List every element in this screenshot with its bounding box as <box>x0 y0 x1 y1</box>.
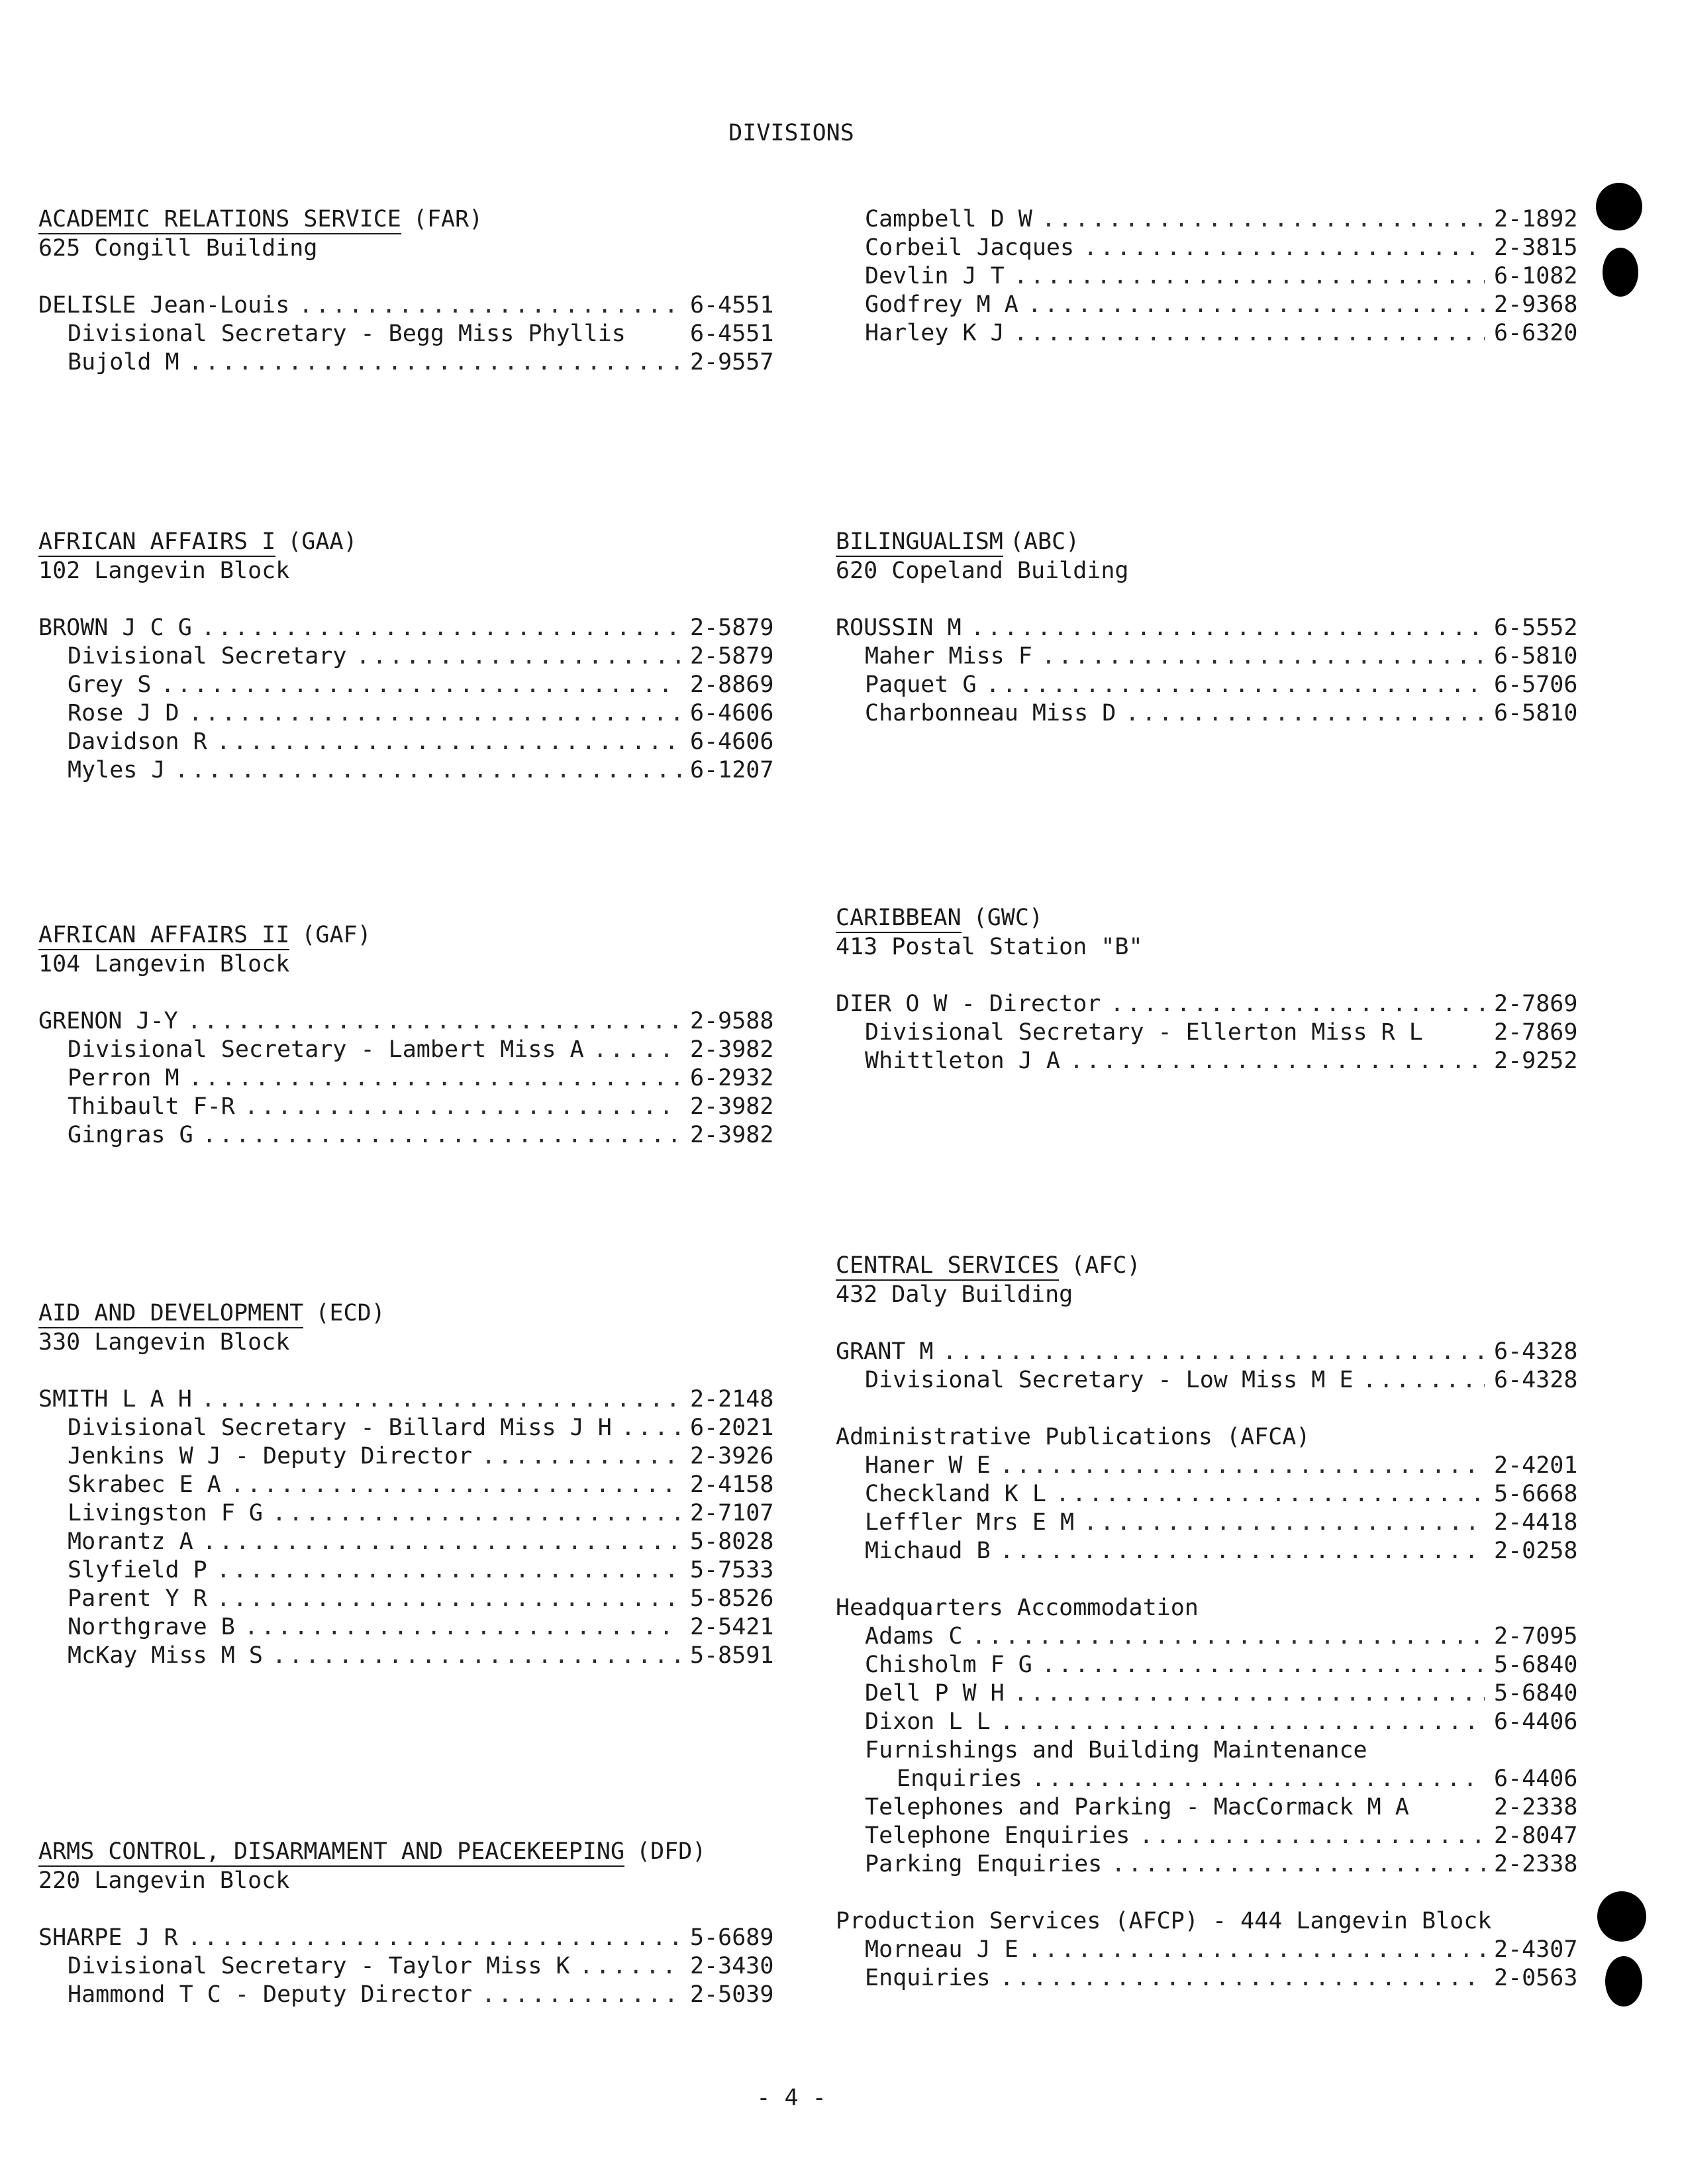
entry-name: Godfrey M A <box>865 291 1018 318</box>
entry-phone: 6-2021 <box>690 1415 774 1441</box>
entry-name: Divisional Secretary - Low Miss M E <box>865 1367 1354 1393</box>
division-name: AID AND DEVELOPMENT <box>38 1300 304 1326</box>
continued-entries <box>836 205 1584 348</box>
division-name: ARMS CONTROL, DISARMAMENT AND PEACEKEEPING <box>38 1838 625 1865</box>
entry-phone: 2-2338 <box>1494 1851 1578 1877</box>
entry-phone: 6-5706 <box>1494 671 1578 698</box>
division-section <box>38 1299 780 1670</box>
entry-phone: 6-4406 <box>1494 1709 1578 1735</box>
entry-phone: 2-3815 <box>1494 234 1578 261</box>
entry-name: Leffler Mrs E M <box>865 1509 1075 1536</box>
entry-name: Whittleton J A <box>865 1048 1061 1074</box>
entry-phone: 6-2932 <box>690 1065 774 1091</box>
entry-phone: 6-1207 <box>690 757 774 783</box>
entry-name: McKay Miss M S <box>68 1642 264 1669</box>
entry-name: Livingston F G <box>68 1500 264 1526</box>
subsection-line: Furnishings and Building Maintenance <box>865 1737 1367 1763</box>
division-section <box>38 1838 780 2009</box>
entry-name: Dixon L L <box>865 1709 991 1735</box>
division-section <box>38 921 780 1150</box>
division-heading <box>38 921 289 950</box>
entry-phone: 2-9588 <box>690 1008 774 1034</box>
division-code: (FAR) <box>413 206 483 232</box>
directory-row <box>836 990 1584 1018</box>
division-name: ACADEMIC RELATIONS SERVICE <box>38 206 401 232</box>
entry-phone: 6-6320 <box>1494 320 1578 346</box>
division-code: (GWC) <box>973 905 1044 931</box>
division-location: 432 Daly Building <box>836 1281 1073 1308</box>
division-section <box>38 528 780 785</box>
directory-row <box>836 1850 1584 1879</box>
directory-row <box>836 1822 1584 1850</box>
entry-name: Enquiries <box>865 1965 991 1991</box>
entry-phone: 5-6840 <box>1494 1652 1578 1678</box>
entry-name: Paquet G <box>865 671 977 698</box>
division-section <box>836 528 1584 728</box>
directory-row <box>836 205 1584 234</box>
page-number: - 4 - <box>756 2085 826 2111</box>
division-heading <box>836 528 1003 557</box>
entry-phone: 2-7869 <box>1494 1019 1578 1046</box>
directory-row <box>38 1499 780 1528</box>
division-name: AFRICAN AFFAIRS II <box>38 922 290 948</box>
entry-name: Divisional Secretary - Lambert Miss A <box>68 1036 584 1063</box>
entry-name: DIER O W - Director <box>836 991 1101 1017</box>
entry-name: Adams C <box>865 1623 963 1650</box>
directory-row <box>836 1480 1584 1509</box>
entry-name: Chisholm F G <box>865 1652 1032 1678</box>
division-name: CARIBBEAN <box>836 905 962 931</box>
entry-name: Slyfield P <box>68 1557 207 1583</box>
entry-name: Parking Enquiries <box>865 1851 1103 1877</box>
entry-phone: 5-6668 <box>1494 1481 1578 1507</box>
directory-row <box>38 1924 780 1952</box>
directory-row <box>836 1047 1584 1075</box>
directory-row <box>38 320 780 348</box>
directory-row <box>38 1981 780 2009</box>
entry-phone: 2-2148 <box>690 1386 774 1413</box>
directory-row <box>38 1064 780 1093</box>
central-services-section <box>836 1252 1584 1993</box>
entry-phone: 6-1082 <box>1494 263 1578 289</box>
entry-phone: 2-3430 <box>690 1953 774 1979</box>
entry-phone: 2-8047 <box>1494 1822 1578 1849</box>
entry-name: Harley K J <box>865 320 1005 346</box>
directory-row <box>38 1613 780 1642</box>
directory-row <box>38 1642 780 1670</box>
entry-name: Parent Y R <box>68 1585 207 1612</box>
entry-phone: 2-9368 <box>1494 291 1578 318</box>
entry-name: Divisional Secretary - Billard Miss J H <box>68 1415 612 1441</box>
entry-phone: 2-4418 <box>1494 1509 1578 1536</box>
entry-name: Telephones and Parking - MacCormack M A <box>865 1794 1409 1820</box>
entry-name: Rose J D <box>68 700 179 726</box>
entry-name: Davidson R <box>68 728 207 755</box>
directory-row <box>836 699 1584 728</box>
entry-name: Skrabec E A <box>68 1471 221 1498</box>
entry-phone: 2-7107 <box>690 1500 774 1526</box>
division-code: (ECD) <box>315 1300 385 1326</box>
entry-phone: 2-3926 <box>690 1443 774 1469</box>
division-heading <box>38 205 401 234</box>
division-location: 620 Copeland Building <box>836 558 1129 584</box>
entry-name: Gingras G <box>68 1122 193 1148</box>
directory-row <box>836 642 1584 671</box>
directory-row <box>38 1414 780 1442</box>
entry-phone: 2-0258 <box>1494 1538 1578 1564</box>
entry-name: Morneau J E <box>865 1936 1018 1963</box>
division-heading <box>38 528 275 557</box>
entry-name: SMITH L A H <box>38 1386 192 1413</box>
division-heading <box>38 1838 624 1867</box>
entry-name: GRANT M <box>836 1338 934 1365</box>
entry-name: SHARPE J R <box>38 1924 178 1951</box>
entry-name: Charbonneau Miss D <box>865 700 1116 726</box>
subsection-title: Production Services (AFCP) - 444 Langevin Block <box>836 1908 1492 1934</box>
division-location: 104 Langevin Block <box>38 951 290 977</box>
entry-name: Morantz A <box>68 1528 193 1555</box>
directory-row <box>836 1793 1584 1822</box>
directory-row <box>38 1585 780 1613</box>
entry-phone: 6-4551 <box>690 321 774 347</box>
directory-row <box>38 671 780 699</box>
directory-row <box>836 1338 1584 1366</box>
entry-phone: 5-6840 <box>1494 1680 1578 1707</box>
division-heading <box>836 1252 1059 1281</box>
entry-phone: 2-4158 <box>690 1471 774 1498</box>
entry-phone: 2-8869 <box>690 671 774 698</box>
division-code: (AFC) <box>1071 1252 1141 1279</box>
entry-name: Hammond T C - Deputy Director <box>68 1981 473 2008</box>
entry-phone: 2-5421 <box>690 1614 774 1640</box>
entry-phone: 6-4551 <box>690 292 774 319</box>
directory-row <box>38 291 780 320</box>
directory-row <box>38 1036 780 1064</box>
entry-phone: 6-5810 <box>1494 643 1578 670</box>
entry-name: Checkland K L <box>865 1481 1046 1507</box>
punch-hole <box>1596 183 1642 230</box>
entry-name: Dell P W H <box>865 1680 1005 1707</box>
division-heading <box>38 1299 303 1328</box>
directory-row <box>38 1385 780 1414</box>
division-name: BILINGUALISM <box>836 528 1003 555</box>
entry-name: Grey S <box>68 671 152 698</box>
entry-phone: 2-9557 <box>690 349 774 375</box>
entry-name: Campbell D W <box>865 206 1032 232</box>
division-section <box>38 205 780 377</box>
entry-phone: 5-8526 <box>690 1585 774 1612</box>
punch-hole <box>1597 1891 1646 1942</box>
entry-name: Enquiries <box>897 1765 1022 1792</box>
directory-row <box>836 1708 1584 1736</box>
entry-name: Divisional Secretary <box>68 643 347 670</box>
entry-name: Northgrave B <box>68 1614 235 1640</box>
entry-name: Divisional Secretary - Taylor Miss K <box>68 1953 570 1979</box>
directory-row <box>836 1964 1584 1993</box>
entry-phone: 6-4606 <box>690 700 774 726</box>
directory-row <box>836 1018 1584 1047</box>
directory-row <box>836 1679 1584 1708</box>
entry-phone: 6-4328 <box>1494 1367 1578 1393</box>
entry-phone: 2-5879 <box>690 643 774 670</box>
division-code: (DFD) <box>636 1838 707 1865</box>
directory-row <box>38 756 780 785</box>
directory-row <box>836 1622 1584 1651</box>
entry-name: ROUSSIN M <box>836 615 962 641</box>
entry-name: DELISLE Jean-Louis <box>38 292 290 319</box>
entry-phone: 5-7533 <box>690 1557 774 1583</box>
directory-row <box>836 1537 1584 1565</box>
directory-row <box>38 1471 780 1499</box>
entry-phone: 2-3982 <box>690 1036 774 1063</box>
entry-phone: 2-9252 <box>1494 1048 1578 1074</box>
entry-name: Devlin J T <box>865 263 1005 289</box>
directory-row <box>836 1765 1584 1793</box>
directory-row <box>38 699 780 728</box>
directory-row <box>836 1651 1584 1679</box>
entry-phone: 2-1892 <box>1494 206 1578 232</box>
division-code: (GAF) <box>301 922 371 948</box>
division-location: 102 Langevin Block <box>38 558 290 584</box>
entry-phone: 6-4606 <box>690 728 774 755</box>
directory-row <box>38 1093 780 1121</box>
directory-row <box>836 234 1584 262</box>
directory-row <box>836 319 1584 348</box>
entry-phone: 5-8028 <box>690 1528 774 1555</box>
directory-row <box>38 614 780 642</box>
entry-phone: 2-5879 <box>690 615 774 641</box>
entry-phone: 2-2338 <box>1494 1794 1578 1820</box>
entry-phone: 6-4406 <box>1494 1765 1578 1792</box>
entry-phone: 2-0563 <box>1494 1965 1578 1991</box>
directory-row <box>836 1452 1584 1480</box>
entry-phone: 6-5552 <box>1494 615 1578 641</box>
entry-phone: 2-5039 <box>690 1981 774 2008</box>
directory-row <box>38 1528 780 1556</box>
directory-row <box>38 642 780 671</box>
division-name: AFRICAN AFFAIRS I <box>38 528 276 555</box>
entry-name: Divisional Secretary - Begg Miss Phyllis <box>68 321 626 347</box>
directory-row <box>836 1366 1584 1395</box>
division-code: (ABC) <box>1009 528 1080 555</box>
directory-row <box>38 1007 780 1036</box>
directory-row <box>38 1442 780 1471</box>
entry-phone: 2-7869 <box>1494 991 1578 1017</box>
directory-row <box>38 348 780 377</box>
entry-name: BROWN J C G <box>38 615 192 641</box>
entry-name: Divisional Secretary - Ellerton Miss R L <box>865 1019 1423 1046</box>
directory-row <box>836 1936 1584 1964</box>
entry-name: Maher Miss F <box>865 643 1032 670</box>
entry-phone: 6-5810 <box>1494 700 1578 726</box>
entry-name: Thibault F-R <box>68 1093 235 1120</box>
directory-row <box>38 1556 780 1585</box>
division-code: (GAA) <box>287 528 358 555</box>
division-location: 625 Congill Building <box>38 235 318 262</box>
division-section <box>836 904 1584 1075</box>
entry-name: Corbeil Jacques <box>865 234 1075 261</box>
entry-phone: 2-4307 <box>1494 1936 1578 1963</box>
entry-phone: 5-8591 <box>690 1642 774 1669</box>
entry-name: Michaud B <box>865 1538 991 1564</box>
directory-row <box>38 1952 780 1981</box>
punch-hole <box>1605 1956 1642 2007</box>
entry-name: Perron M <box>68 1065 179 1091</box>
division-name: CENTRAL SERVICES <box>836 1252 1060 1279</box>
entry-phone: 2-3982 <box>690 1093 774 1120</box>
punch-hole <box>1603 248 1638 297</box>
entry-name: Bujold M <box>68 349 179 375</box>
entry-name: GRENON J-Y <box>38 1008 178 1034</box>
entry-phone: 2-3982 <box>690 1122 774 1148</box>
page-title: DIVISIONS <box>728 120 854 146</box>
subsection-title: Headquarters Accommodation <box>836 1595 1199 1621</box>
division-location: 413 Postal Station "B" <box>836 934 1143 960</box>
directory-row <box>836 1509 1584 1537</box>
entry-phone: 2-4201 <box>1494 1452 1578 1479</box>
subsection-title: Administrative Publications (AFCA) <box>836 1424 1311 1450</box>
entry-phone: 6-4328 <box>1494 1338 1578 1365</box>
entry-name: Telephone Enquiries <box>865 1822 1130 1849</box>
entry-phone: 2-7095 <box>1494 1623 1578 1650</box>
directory-row <box>38 728 780 756</box>
entry-phone: 5-6689 <box>690 1924 774 1951</box>
entry-name: Myles J <box>68 757 166 783</box>
division-location: 220 Langevin Block <box>38 1867 290 1894</box>
entry-name: Jenkins W J - Deputy Director <box>68 1443 473 1469</box>
entry-name: Haner W E <box>865 1452 991 1479</box>
directory-row <box>38 1121 780 1150</box>
division-heading <box>836 904 962 933</box>
directory-row <box>836 291 1584 319</box>
division-location: 330 Langevin Block <box>38 1329 290 1356</box>
directory-row <box>836 262 1584 291</box>
directory-row <box>836 671 1584 699</box>
directory-row <box>836 614 1584 642</box>
